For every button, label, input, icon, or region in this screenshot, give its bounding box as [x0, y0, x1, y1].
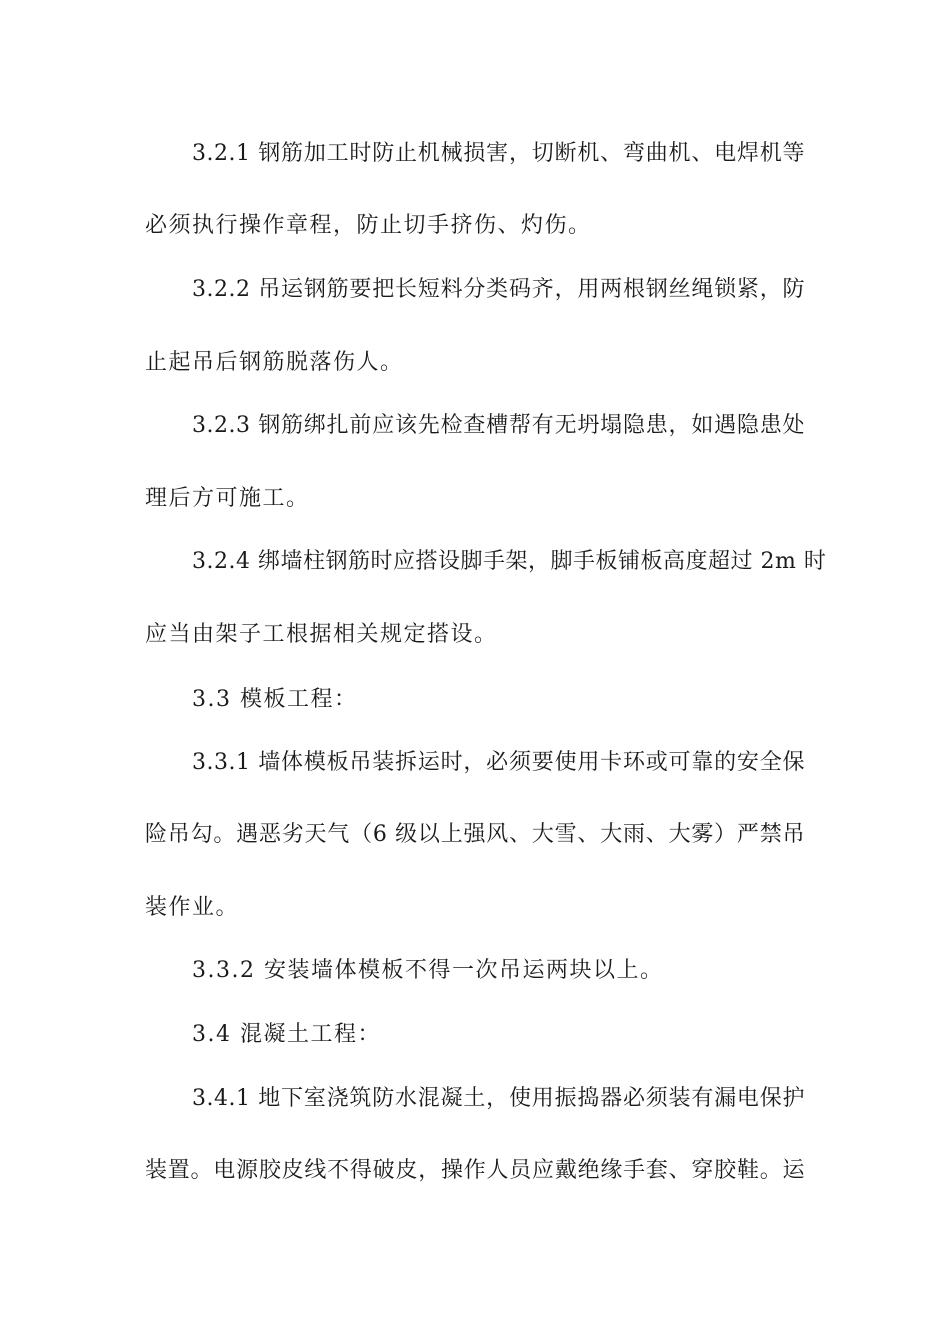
text-line-3-3-1-end: 装作业。: [145, 895, 240, 920]
text-line-3-2-4: 3.2.4 绑墙柱钢筋时应搭设脚手架，脚手板铺板高度超过 2m 时: [192, 549, 827, 574]
text-line-3-3-1: 3.3.1 墙体模板吊装拆运时，必须要使用卡环或可靠的安全保: [192, 750, 805, 775]
section-heading-3-3: 3.3 模板工程：: [192, 687, 358, 712]
text-line-3-3-2: 3.3.2 安装墙体模板不得一次吊运两块以上。: [192, 958, 664, 983]
text-line-3-2-4-cont: 应当由架子工根据相关规定搭设。: [145, 622, 498, 647]
text-line-3-3-1-cont: 险吊勾。遇恶劣天气（6 级以上强风、大雪、大雨、大雾）严禁吊: [145, 822, 805, 847]
text-line-3-2-1-cont: 必须执行操作章程，防止切手挤伤、灼伤。: [145, 213, 592, 238]
text-line-3-2-3: 3.2.3 钢筋绑扎前应该先检查槽帮有无坍塌隐患，如遇隐患处: [192, 413, 805, 438]
text-line-3-2-2-cont: 止起吊后钢筋脱落伤人。: [145, 350, 404, 375]
text-line-3-4-1: 3.4.1 地下室浇筑防水混凝土，使用振捣器必须装有漏电保护: [192, 1086, 805, 1111]
text-line-3-4-1-cont: 装置。电源胶皮线不得破皮，操作人员应戴绝缘手套、穿胶鞋。运: [145, 1158, 805, 1183]
text-line-3-2-1: 3.2.1 钢筋加工时防止机械损害，切断机、弯曲机、电焊机等: [192, 141, 805, 166]
section-heading-3-4: 3.4 混凝土工程：: [192, 1022, 381, 1047]
text-line-3-2-3-cont: 理后方可施工。: [145, 486, 310, 511]
text-line-3-2-2: 3.2.2 吊运钢筋要把长短料分类码齐，用两根钢丝绳锁紧，防: [192, 277, 805, 302]
